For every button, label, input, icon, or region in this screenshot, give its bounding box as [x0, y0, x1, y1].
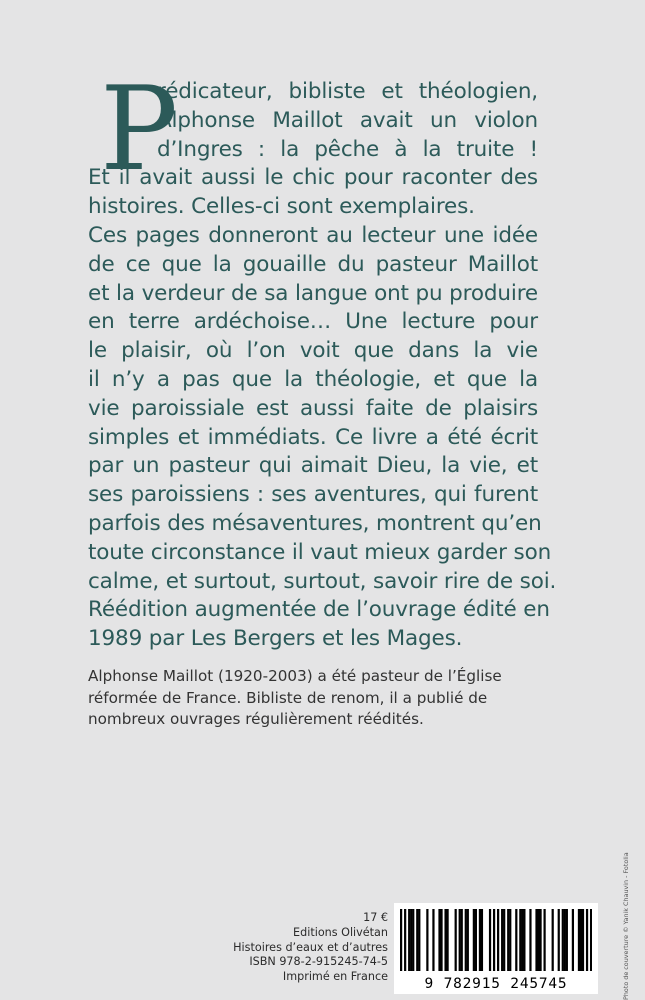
barcode-bar: [507, 909, 509, 971]
barcode-bar: [410, 909, 412, 971]
text-line: toute circonstance il vaut mieux garder son: [88, 539, 552, 565]
barcode-bar: [479, 909, 481, 971]
barcode-bar: [455, 909, 457, 971]
barcode-bar: [590, 909, 592, 971]
barcode-bar: [572, 909, 574, 971]
barcode-bar: [459, 909, 461, 971]
barcode-bar: [509, 909, 511, 971]
barcode-bar: [566, 909, 568, 971]
barcode-bar: [497, 909, 499, 971]
barcode-bar: [440, 909, 442, 971]
colophon: [233, 911, 388, 985]
author-bio: [88, 666, 548, 731]
barcode-bar: [523, 909, 525, 971]
barcode-bar: [539, 909, 541, 971]
barcode-bar: [503, 909, 505, 971]
barcode-bar: [446, 909, 448, 971]
barcode-bar: [537, 909, 539, 971]
printed-in: Imprimé en France: [282, 970, 388, 984]
blurb: [88, 62, 557, 654]
text-line: ses paroissiens : ses aventures, qui furent: [88, 482, 538, 508]
bio-line: nombreux ouvrages régulièrement réédités.: [88, 710, 424, 728]
barcode-bar: [404, 909, 406, 971]
barcode-bar: [489, 909, 491, 971]
barcode-bars: [400, 909, 592, 971]
barcode-bar: [521, 909, 523, 971]
barcode-bar: [543, 909, 545, 971]
dropcap-line: Alphonse Maillot avait un violon: [157, 107, 538, 133]
bio-line: Alphonse Maillot (1920-2003) a été pasteur de l’Église: [88, 667, 502, 685]
price: 17 €: [363, 911, 388, 924]
barcode-bar: [552, 909, 554, 971]
barcode-bar: [564, 909, 566, 971]
barcode-bar: [408, 909, 410, 971]
barcode-bar: [529, 909, 531, 971]
barcode-bar: [562, 909, 564, 971]
barcode-bar: [432, 909, 434, 971]
barcode-bar: [582, 909, 584, 971]
barcode-bar: [558, 909, 560, 971]
publisher: Editions Olivétan: [293, 925, 388, 939]
barcode-bar: [580, 909, 582, 971]
barcode-bar: [416, 909, 418, 971]
barcode-bar: [418, 909, 420, 971]
text-line: simples et immédiats. Ce livre a été écrit: [88, 424, 538, 450]
barcode-bar: [400, 909, 402, 971]
text-line: Ces pages donneront au lecteur une idée: [88, 222, 538, 248]
text-line: de ce que la gouaille du pasteur Maillot: [88, 251, 538, 277]
isbn: ISBN 978-2-915245-74-5: [249, 955, 388, 969]
barcode-bar: [465, 909, 467, 971]
dropcap-line: d’Ingres : la pêche à la truite !: [157, 136, 538, 162]
text-line: Réédition augmentée de l’ouvrage édité en: [88, 597, 550, 623]
barcode-bar: [519, 909, 521, 971]
text-line: calme, et surtout, surtout, savoir rire de soi.: [88, 568, 557, 594]
barcode-digits: 9 782915 245745: [424, 976, 568, 992]
dropcap-line: rédicateur, bibliste et théologien,: [157, 79, 538, 104]
barcode-bar: [467, 909, 469, 971]
barcode-bar: [473, 909, 475, 971]
barcode-bar: [412, 909, 414, 971]
photo-credit: Photo de couverture © Yanik Chauvin - Fotolia: [622, 852, 630, 1000]
barcode-bar: [444, 909, 446, 971]
text-line: il n’y a pas que la théologie, et que la: [88, 366, 538, 392]
text-line: en terre ardéchoise… Une lecture pour: [88, 309, 538, 335]
barcode-bar: [481, 909, 483, 971]
text-line: le plaisir, où l’on voit que dans la vie: [88, 338, 538, 364]
barcode-bar: [586, 909, 588, 971]
collection: Histoires d’eaux et d’autres: [233, 940, 388, 954]
text-line: parfois des mésaventures, montrent qu’en: [88, 510, 542, 536]
blurb-paragraph-2: [88, 222, 557, 654]
barcode-bar: [493, 909, 495, 971]
barcode-bar: [475, 909, 477, 971]
dropcap-letter: P: [100, 62, 178, 197]
barcode-bar: [501, 909, 503, 971]
text-line: vie paroissiale est aussi faite de plaisirs: [88, 395, 538, 421]
text-line: Et il avait aussi le chic pour raconter des: [88, 165, 538, 191]
text-line: 1989 par Les Bergers et les Mages.: [88, 626, 463, 652]
text-line: histoires. Celles-ci sont exemplaires.: [88, 194, 475, 220]
barcode-bar: [535, 909, 537, 971]
barcode-bar: [461, 909, 463, 971]
bio-line: réformée de France. Bibliste de renom, il a publié de: [88, 688, 488, 707]
barcode: [394, 903, 598, 994]
barcode-bar: [426, 909, 428, 971]
barcode-bar: [578, 909, 580, 971]
barcode-bar: [515, 909, 517, 971]
text-line: et la verdeur de sa langue ont pu produire: [88, 280, 538, 306]
barcode-bar: [438, 909, 440, 971]
text-line: par un pasteur qui aimait Dieu, la vie, et: [88, 453, 538, 479]
